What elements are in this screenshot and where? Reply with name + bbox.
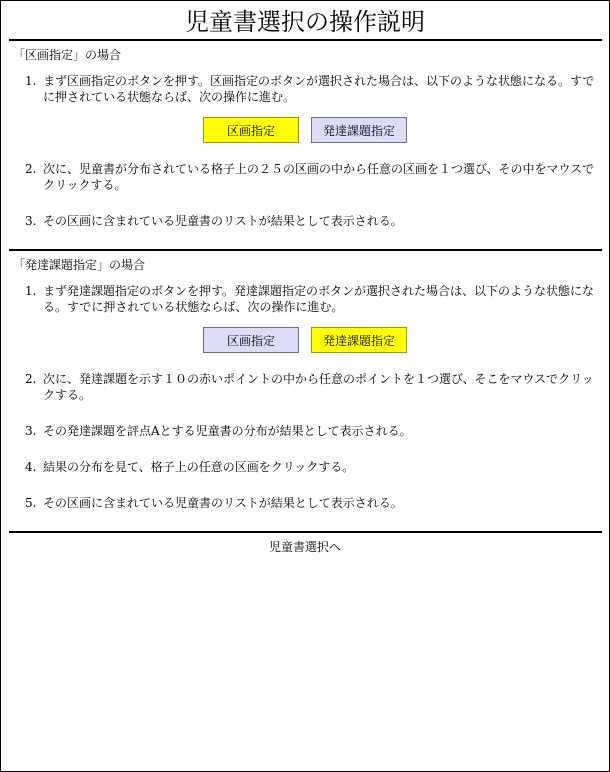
step-number: 2. — [25, 162, 37, 176]
step-item — [1, 73, 609, 105]
steps-list-area — [1, 73, 609, 105]
step-item — [1, 459, 609, 475]
step-text: まず発達課題指定のボタンを押す。発達課題指定のボタンが選択された場合は、以下のような状態になる。すでに押されている状態ならば、次の操作に進む。 — [43, 284, 595, 314]
area-select-button[interactable]: 区画指定 — [203, 117, 299, 143]
step-item — [1, 495, 609, 511]
step-text: その発達課題を評点Aとする児童書の分布が結果として表示される。 — [43, 424, 412, 438]
task-select-button[interactable]: 発達課題指定 — [311, 327, 407, 353]
steps-list-task-cont — [1, 371, 609, 511]
step-number: 4. — [25, 460, 37, 474]
step-item — [1, 423, 609, 439]
steps-list-task — [1, 283, 609, 315]
section-heading-area: 「区画指定」の場合 — [13, 48, 122, 62]
page-title: 児童書選択の操作説明 — [185, 8, 425, 36]
step-item — [1, 371, 609, 403]
step-number: 3. — [25, 424, 37, 438]
step-number: 3. — [25, 214, 37, 228]
area-select-button[interactable]: 区画指定 — [203, 327, 299, 353]
step-text: まず区画指定のボタンを押す。区画指定のボタンが選択された場合は、以下のような状態になる。すでに押されている状態ならば、次の操作に進む。 — [43, 74, 595, 104]
section-heading-task: 「発達課題指定」の場合 — [13, 258, 146, 272]
back-to-selection-link[interactable]: 児童書選択へ — [268, 540, 341, 554]
divider-bottom — [9, 531, 602, 533]
section-task — [1, 257, 609, 511]
steps-list-area-cont — [1, 161, 609, 229]
divider-top — [9, 39, 602, 41]
step-text: その区画に含まれている児童書のリストが結果として表示される。 — [43, 496, 403, 510]
step-text: 次に、児童書が分布されている格子上の２５の区画の中から任意の区画を１つ選び、その中をマウスでクリックする。 — [43, 162, 595, 192]
step-item — [1, 161, 609, 193]
step-item — [1, 283, 609, 315]
step-number: 2. — [25, 372, 37, 386]
button-row-task — [1, 327, 609, 353]
step-text: 次に、発達課題を示す１０の赤いポイントの中から任意のポイントを１つ選び、そこをマウスでクリックする。 — [43, 372, 594, 402]
step-number: 1. — [25, 284, 37, 298]
step-item — [1, 213, 609, 229]
task-select-button[interactable]: 発達課題指定 — [311, 117, 407, 143]
step-number: 5. — [25, 496, 37, 510]
step-text: 結果の分布を見て、格子上の任意の区画をクリックする。 — [43, 460, 355, 474]
step-number: 1. — [25, 74, 37, 88]
divider-middle — [9, 249, 602, 251]
step-text: その区画に含まれている児童書のリストが結果として表示される。 — [43, 214, 403, 228]
section-area — [1, 47, 609, 229]
button-row-area — [1, 117, 609, 143]
